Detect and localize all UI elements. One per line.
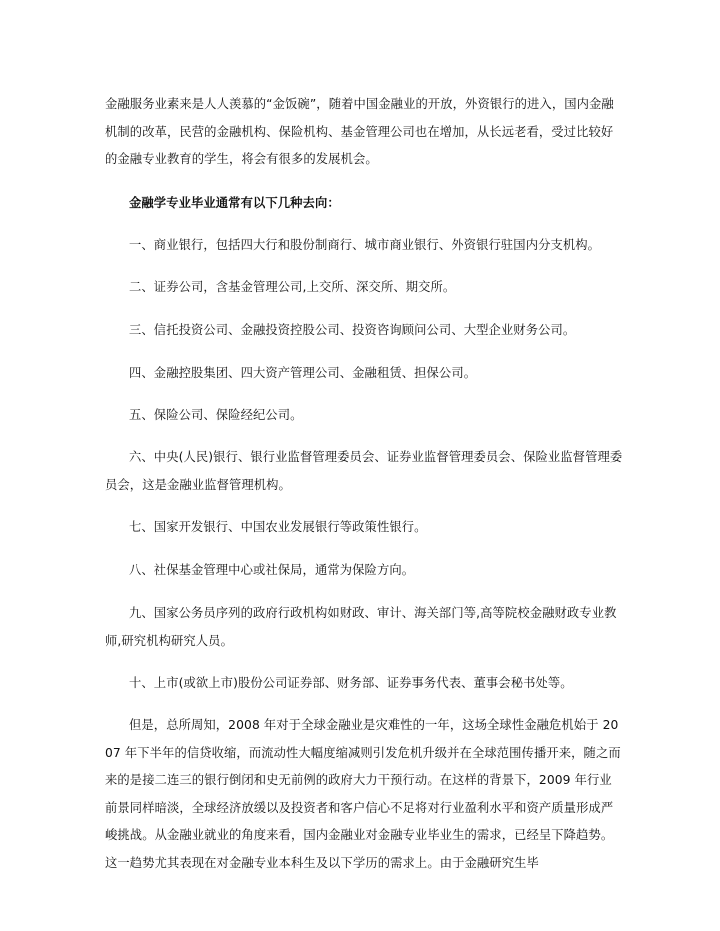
list-item-10: 十、上市(或欲上市)股份公司证券部、财务部、证券事务代表、董事会秘书处等。	[129, 676, 573, 690]
list-item-4: 四、金融控股集团、四大资产管理公司、金融租赁、担保公司。	[129, 366, 477, 380]
list-item-2: 二、证券公司，含基金管理公司,上交所、深交所、期交所。	[129, 280, 456, 294]
section-heading: 金融学专业毕业通常有以下几种去向：	[129, 196, 340, 210]
list-item-3: 三、信托投资公司、金融投资控股公司、投资咨询顾问公司、大型企业财务公司。	[129, 323, 576, 337]
list-item-5: 五、保险公司、保险经纪公司。	[129, 408, 303, 422]
list-item-9: 九、国家公务员序列的政府行政机构如财政、审计、海关部门等,高等院校金融财政专业教师,研究机构研究人员。	[105, 606, 617, 648]
list-item-7: 七、国家开发银行、中国农业发展银行等政策性银行。	[129, 520, 427, 534]
intro-paragraph: 金融服务业素来是人人羡慕的“金饭碗”，随着中国金融业的开放，外资银行的进入，国内金融机制的改革，民营的金融机构、保险机构、基金管理公司也在增加，从长远老看，受过比较好的金融专业教育的学生，将会有很多的发展机会。	[105, 97, 614, 166]
list-item-6: 六、中央(人民)银行、银行业监督管理委员会、证券业监督管理委员会、保险业监督管理委员会，这是金融业监督管理机构。	[105, 450, 623, 492]
list-item-8: 八、社保基金管理中心或社保局，通常为保险方向。	[129, 563, 415, 577]
closing-paragraph: 但是，总所周知，2008 年对于全球金融业是灾难性的一年，这场全球性金融危机始于 2007 年下半年的信贷收缩，而流动性大幅度缩减则引发危机升级并在全球范围传播开来，随之而来的是接二连三的银行倒闭和史无前例的政府大力干预行动。在这样的背景下，2009 年行业前景同样暗淡，全球经济放缓以及投资者和客户信心不足将对行业盈利水平和资产质量形成严峻挑战。从金融业就业的角度来看，国内金融业对金融专业毕业生的需求，已经呈下降趋势。这一趋势尤其表现在对金融专业本科生及以下学历的需求上。由于金融研究生毕	[105, 718, 621, 870]
list-item-1: 一、商业银行，包括四大行和股份制商行、城市商业银行、外资银行驻国内分支机构。	[129, 238, 601, 252]
